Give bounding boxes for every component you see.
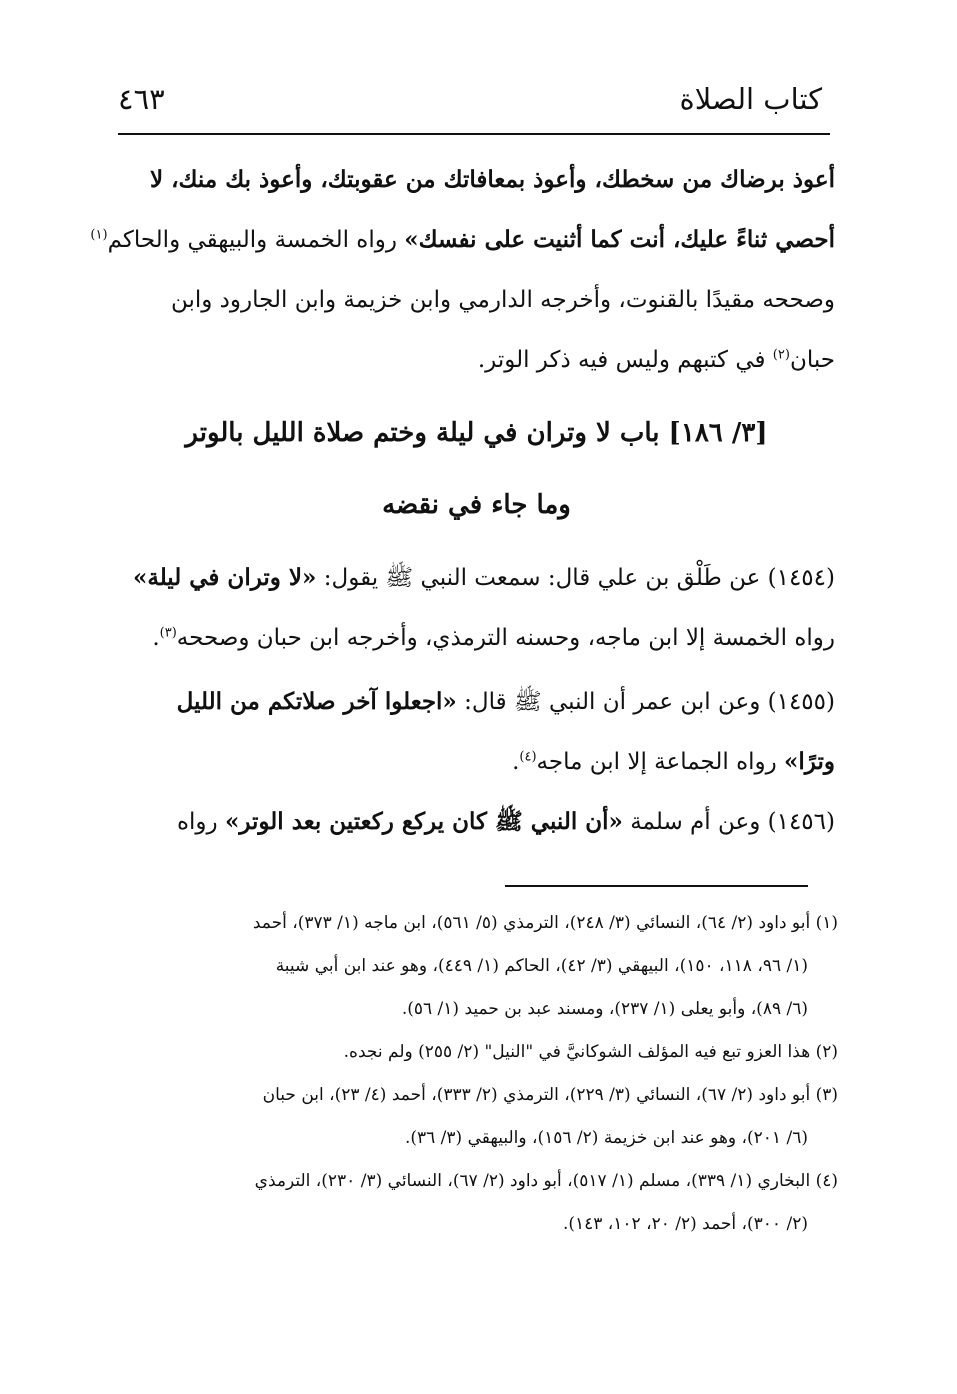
quote-text: وترًا»: [784, 748, 835, 775]
hadith-1456: [118, 792, 835, 852]
text-line: [118, 548, 835, 608]
hadith-intro: (١٤٥٤) عن طَلْق بن علي قال: سمعت النبي ﷺ يقول:: [316, 565, 835, 591]
page-header: [118, 74, 822, 130]
footnote-1: [132, 902, 838, 1031]
text-line: [118, 608, 835, 668]
hadith-1455: [118, 672, 835, 792]
text-line: [90, 210, 835, 270]
text-line: [118, 792, 835, 852]
text-span: .: [152, 625, 160, 651]
text-span: رواه الخمسة إلا ابن ماجه، وحسنه الترمذي، وأخرجه ابن حبان وصححه: [176, 625, 835, 651]
quote-text: «لا وتران في ليلة»: [132, 564, 317, 591]
footnote-line: (٦/ ٨٩)، وأبو يعلى (١/ ٢٣٧)، ومسند عبد بن حميد (١/ ٥٦).: [401, 999, 808, 1019]
text-line: [118, 732, 835, 792]
footnotes: [132, 902, 838, 1246]
footnote-3: [132, 1074, 838, 1160]
footnote-4: [132, 1160, 838, 1246]
hadith-intro: (١٤٥٥) وعن ابن عمر أن النبي ﷺ قال:: [456, 689, 835, 715]
chapter-subheading: وما جاء في نقضه: [382, 490, 571, 520]
text-span: حبان: [789, 347, 835, 373]
hadith-intro: (١٤٥٦) وعن أم سلمة: [622, 809, 835, 835]
footnote-ref: (٤): [519, 749, 537, 765]
quote-text: «أن النبي ﷺ كان يركع ركعتين بعد الوتر»: [224, 808, 623, 835]
paragraph-continuation: [90, 150, 835, 390]
footnote-line: (٦/ ٢٠١)، وهو عند ابن خزيمة (٢/ ١٥٦)، والبيهقي (٣/ ٣٦).: [404, 1128, 808, 1148]
footnote-ref: (١): [90, 227, 108, 243]
chapter-heading: [٣/ ١٨٦] باب لا وتران في ليلة وختم صلاة الليل بالوتر: [185, 418, 768, 448]
footnote-line: (٢) هذا العزو تبع فيه المؤلف الشوكانيَّ في "النيل" (٢/ ٢٥٥) ولم نجده.: [343, 1042, 838, 1062]
footnote-line: (١) أبو داود (٢/ ٦٤)، النسائي (٣/ ٢٤٨)، الترمذي (٥/ ٥٦١)، ابن ماجه (١/ ٣٧٣)، أحمد: [252, 913, 838, 933]
footnote-ref: (٣): [159, 625, 177, 641]
running-title: كتاب الصلاة: [679, 82, 822, 116]
footnote-line: (٢/ ٣٠٠)، أحمد (٢/ ٢٠، ١٠٢، ١٤٣).: [562, 1214, 808, 1234]
text-line: [118, 672, 835, 732]
hadith-1454: [118, 548, 835, 668]
text-span: رواه الخمسة والبيهقي والحاكم: [107, 227, 405, 253]
text-line: [118, 330, 835, 390]
text-span: .: [512, 749, 520, 775]
quote-text: أحصي ثناءً عليك، أنت كما أثنيت على نفسك»: [404, 226, 835, 253]
footnote-line: (٤) البخاري (١/ ٣٣٩)، مسلم (١/ ٥١٧)، أبو داود (٢/ ٦٧)، النسائي (٣/ ٢٣٠)، الترمذي: [254, 1171, 838, 1191]
footnote-ref: (٢): [772, 347, 790, 363]
text-span: في كتبهم وليس فيه ذكر الوتر.: [477, 347, 773, 373]
text-span: رواه: [176, 809, 225, 835]
footnote-2: [132, 1031, 838, 1074]
page-number: ٤٦٣: [118, 82, 165, 116]
header-divider: [118, 133, 830, 135]
footnote-divider: [505, 885, 808, 887]
quote-text: «اجعلوا آخر صلاتكم من الليل: [176, 688, 457, 715]
text-line: وصححه مقيدًا بالقنوت، وأخرجه الدارمي وابن خزيمة وابن الجارود وابن: [170, 287, 835, 313]
text-span: رواه الجماعة إلا ابن ماجه: [536, 749, 785, 775]
footnote-line: (١/ ٩٦، ١١٨، ١٥٠)، البيهقي (٣/ ٤٢)، الحاكم (١/ ٤٤٩)، وهو عند ابن أبي شيبة: [275, 956, 808, 976]
text-line: أعوذ برضاك من سخطك، وأعوذ بمعافاتك من عقوبتك، وأعوذ بك منك، لا: [150, 166, 835, 193]
footnote-line: (٣) أبو داود (٢/ ٦٧)، النسائي (٣/ ٢٢٩)، الترمذي (٢/ ٣٣٣)، أحمد (٤/ ٢٣)، ابن حبان: [262, 1085, 838, 1105]
